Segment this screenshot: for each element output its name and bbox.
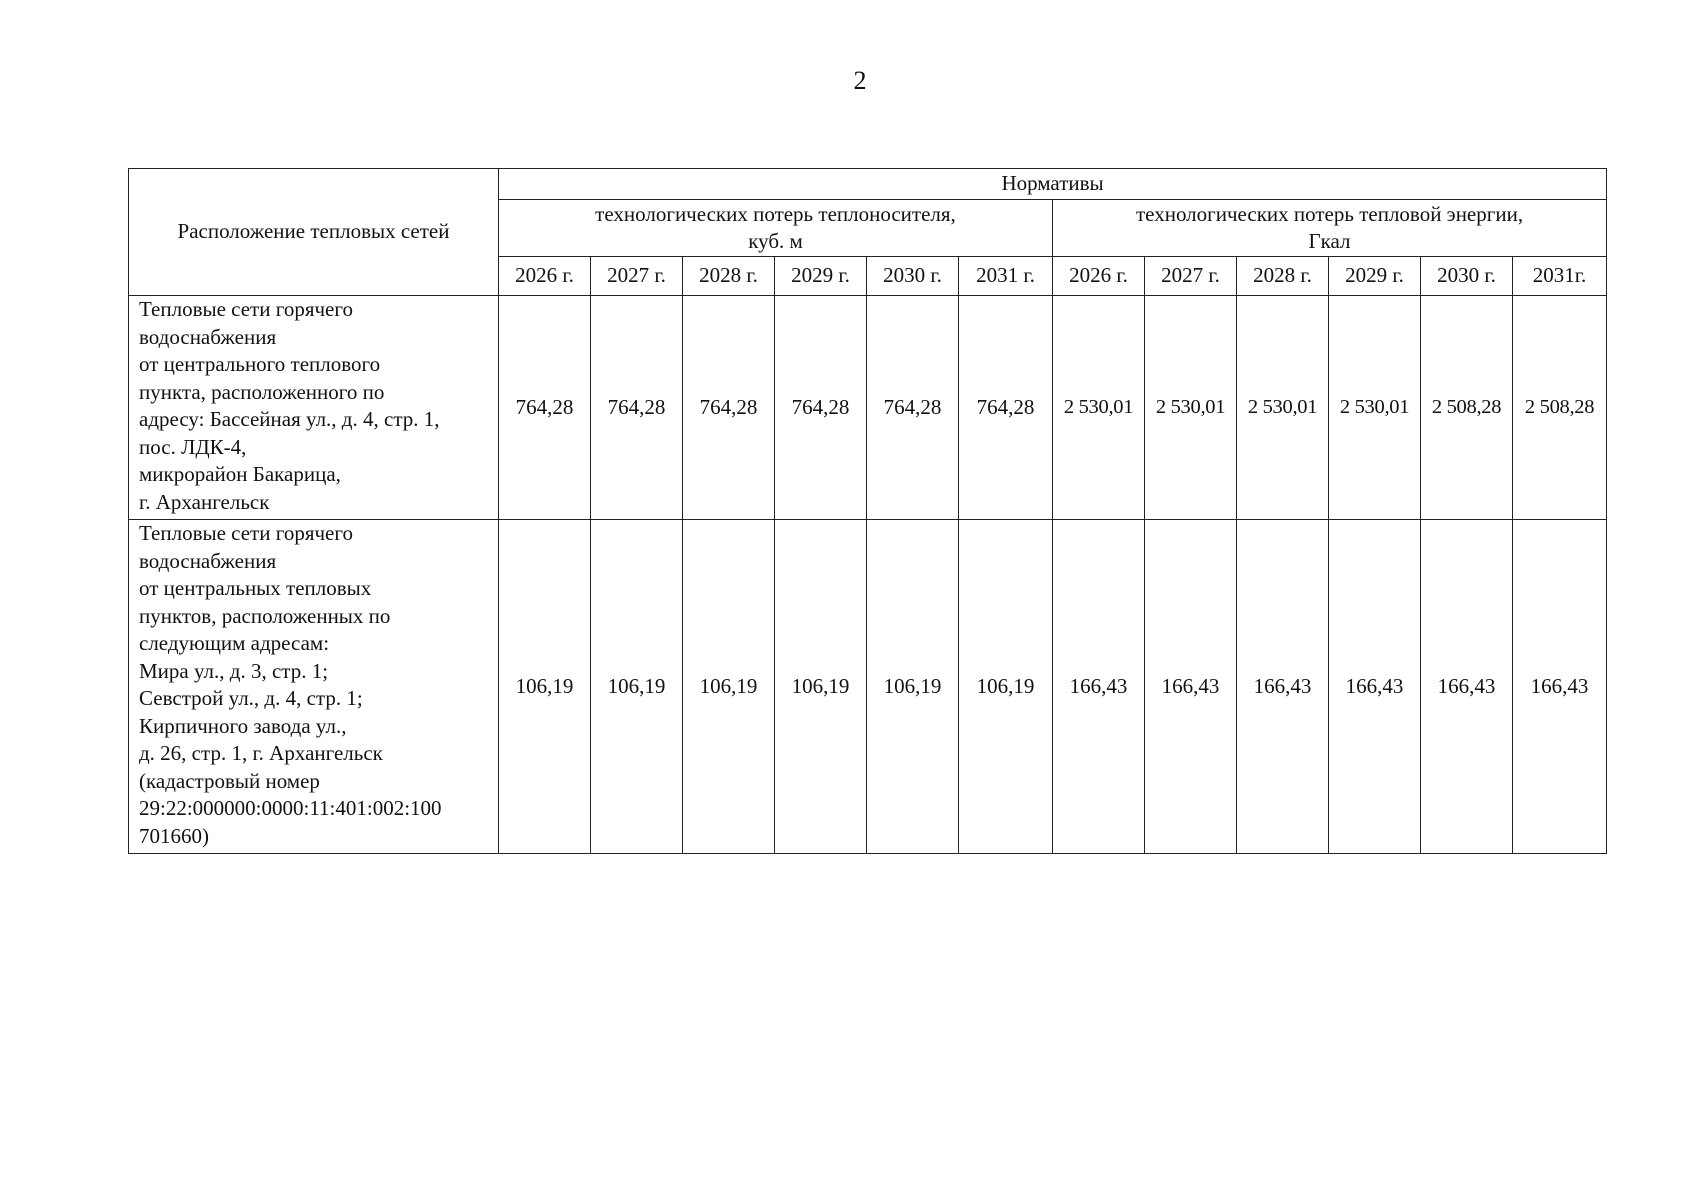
location-column-header: Расположение тепловых сетей: [129, 169, 499, 296]
heat-energy-loss-group-header: [1053, 200, 1607, 257]
year-header: 2027 г.: [1145, 257, 1237, 296]
year-header: 2030 г.: [1421, 257, 1513, 296]
location-cell: Тепловые сети горячего водоснабжения от центральных тепловых пунктов, расположенных по следующим адресам: Мира ул., д. 3, стр. 1; Севстрой ул., д. 4, стр. 1; Кирпичного завода ул., д. 26, стр. 1, г. Архангельск (кадастровый номер 29:22:000000:0000:11:401:002:100 701660): [129, 520, 499, 854]
table-row: [129, 296, 1607, 520]
value-cell: 106,19: [591, 520, 683, 854]
value-cell: 106,19: [775, 520, 867, 854]
value-cell: 764,28: [867, 296, 959, 520]
year-header: 2029 г.: [775, 257, 867, 296]
value-cell: 2 530,01: [1237, 296, 1329, 520]
value-cell: 106,19: [867, 520, 959, 854]
group-header-unit: Гкал: [1308, 229, 1351, 253]
year-header: 2026 г.: [1053, 257, 1145, 296]
value-cell: 166,43: [1237, 520, 1329, 854]
value-cell: 106,19: [499, 520, 591, 854]
location-cell: Тепловые сети горячего водоснабжения от центрального теплового пункта, расположенного по адресу: Бассейная ул., д. 4, стр. 1, пос. ЛДК-4, микрорайон Бакарица, г. Архангельск: [129, 296, 499, 520]
value-cell: 166,43: [1329, 520, 1421, 854]
year-header: 2028 г.: [1237, 257, 1329, 296]
table-row: [129, 520, 1607, 854]
value-cell: 764,28: [775, 296, 867, 520]
year-header: 2026 г.: [499, 257, 591, 296]
group-header-line: технологических потерь теплоносителя,: [595, 202, 956, 226]
value-cell: 2 530,01: [1145, 296, 1237, 520]
value-cell: 2 508,28: [1421, 296, 1513, 520]
value-cell: 2 530,01: [1329, 296, 1421, 520]
value-cell: 166,43: [1421, 520, 1513, 854]
value-cell: 764,28: [591, 296, 683, 520]
value-cell: 2 530,01: [1053, 296, 1145, 520]
year-header: 2027 г.: [591, 257, 683, 296]
value-cell: 106,19: [959, 520, 1053, 854]
year-header: 2030 г.: [867, 257, 959, 296]
value-cell: 106,19: [683, 520, 775, 854]
header-row-norms: [129, 169, 1607, 200]
year-header: 2031 г.: [959, 257, 1053, 296]
value-cell: 2 508,28: [1513, 296, 1607, 520]
group-header-line: технологических потерь тепловой энергии,: [1135, 202, 1524, 226]
year-header: 2031г.: [1513, 257, 1607, 296]
year-header: 2029 г.: [1329, 257, 1421, 296]
value-cell: 166,43: [1053, 520, 1145, 854]
page-number: 2: [853, 66, 867, 95]
value-cell: 764,28: [499, 296, 591, 520]
value-cell: 764,28: [683, 296, 775, 520]
year-header: 2028 г.: [683, 257, 775, 296]
coolant-loss-group-header: [499, 200, 1053, 257]
group-header-unit: куб. м: [748, 229, 803, 253]
value-cell: 166,43: [1145, 520, 1237, 854]
norms-table: [128, 168, 1607, 854]
norms-header: Нормативы: [499, 169, 1607, 200]
value-cell: 166,43: [1513, 520, 1607, 854]
value-cell: 764,28: [959, 296, 1053, 520]
